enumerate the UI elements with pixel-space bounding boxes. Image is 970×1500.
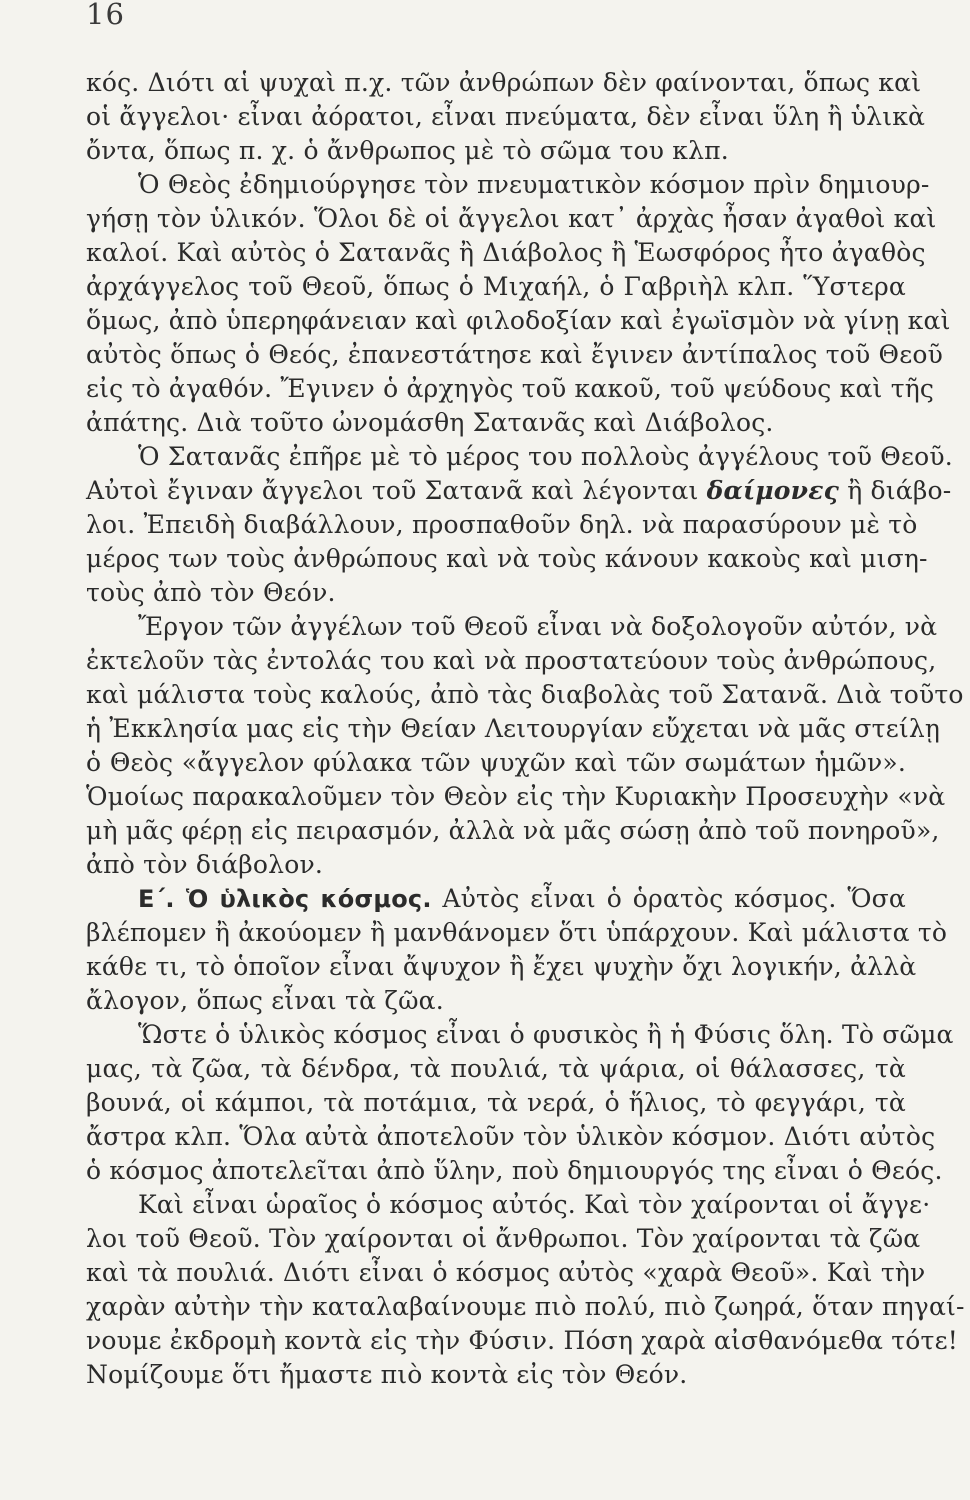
- text-segment: Αὐτὸς εἶναι ὁ ὁρατὸς κόσμος. Ὅσα: [442, 884, 906, 913]
- section-heading: Ε΄. Ὁ ὑλικὸς κόσμος.: [138, 885, 432, 913]
- text-line: αὐτὸς ὅπως ὁ Θεός, ἐπανεστάτησε καὶ ἔγινεν ἀντίπαλος τοῦ Θεοῦ: [86, 340, 944, 369]
- text-line: χαρὰν αὐτὴν τὴν καταλαβαίνουμε πιὸ πολύ, πιὸ ζωηρά, ὅταν πηγαί-: [86, 1292, 965, 1321]
- text-line: ἄλογον, ὅπως εἶναι τὰ ζῶα.: [86, 986, 444, 1015]
- text-line: Ὥστε ὁ ὑλικὸς κόσμος εἶναι ὁ φυσικὸς ἢ ἡ Φύσις ὅλη. Τὸ σῶμα: [138, 1020, 954, 1049]
- text-line: Ἔργον τῶν ἀγγέλων τοῦ Θεοῦ εἶναι νὰ δοξολογοῦν αὐτόν, νὰ: [138, 612, 938, 641]
- text-line: ὁ κόσμος ἀποτελεῖται ἀπὸ ὕλην, ποὺ δημιουργός της εἶναι ὁ Θεός.: [86, 1156, 943, 1185]
- emphasized-term: δαίμονες: [706, 476, 840, 505]
- text-line: Ὁ Θεὸς ἐδημιούργησε τὸν πνευματικὸν κόσμον πρὶν δημιουρ-: [138, 170, 930, 199]
- text-line: ἄστρα κλπ. Ὅλα αὐτὰ ἀποτελοῦν τὸν ὑλικὸν κόσμον. Διότι αὐτὸς: [86, 1122, 936, 1151]
- text-line: εἰς τὸ ἀγαθόν. Ἔγινεν ὁ ἀρχηγὸς τοῦ κακοῦ, τοῦ ψεύδους καὶ τῆς: [86, 374, 935, 403]
- page-number: 16: [86, 0, 125, 31]
- text-line: Ὁμοίως παρακαλοῦμεν τὸν Θεὸν εἰς τὴν Κυριακὴν Προσευχὴν «νὰ: [86, 782, 946, 811]
- text-line: νουμε ἐκδρομὴ κοντὰ εἰς τὴν Φύσιν. Πόση χαρὰ αἰσθανόμεθα τότε!: [86, 1326, 958, 1355]
- text-segment: Αὐτοὶ ἔγιναν ἄγγελοι τοῦ Σατανᾶ καὶ λέγονται: [86, 476, 699, 505]
- text-line: καλοί. Καὶ αὐτὸς ὁ Σατανᾶς ἢ Διάβολος ἢ Ἑωσφόρος ἦτο ἀγαθὸς: [86, 238, 926, 267]
- text-line: βουνά, οἱ κάμποι, τὰ ποτάμια, τὰ νερά, ὁ ἥλιος, τὸ φεγγάρι, τὰ: [86, 1088, 906, 1117]
- section-heading-line: [86, 882, 906, 916]
- text-line: τοὺς ἀπὸ τὸν Θεόν.: [86, 578, 336, 607]
- text-line: ὁ Θεὸς «ἄγγελον φύλακα τῶν ψυχῶν καὶ τῶν σωμάτων ἡμῶν».: [86, 748, 906, 777]
- text-line: ὅμως, ἀπὸ ὑπερηφάνειαν καὶ φιλοδοξίαν καὶ ἐγωϊσμὸν νὰ γίνῃ καὶ: [86, 306, 951, 335]
- text-line: ἐκτελοῦν τὰς ἐντολάς του καὶ νὰ προστατεύουν τοὺς ἀνθρώπους,: [86, 646, 937, 675]
- text-line: οἱ ἄγγελοι· εἶναι ἀόρατοι, εἶναι πνεύματα, δὲν εἶναι ὕλη ἢ ὑλικὰ: [86, 102, 926, 131]
- text-line: καὶ μάλιστα τοὺς καλούς, ἀπὸ τὰς διαβολὰς τοῦ Σατανᾶ. Διὰ τοῦτο: [86, 680, 964, 709]
- text-line: κός. Διότι αἱ ψυχαὶ π.χ. τῶν ἀνθρώπων δὲν φαίνονται, ὅπως καὶ: [86, 68, 922, 97]
- text-line: βλέπομεν ἢ ἀκούομεν ἢ μανθάνομεν ὅτι ὑπάρχουν. Καὶ μάλιστα τὸ: [86, 918, 948, 947]
- text-line: μας, τὰ ζῶα, τὰ δένδρα, τὰ πουλιά, τὰ ψάρια, οἱ θάλασσες, τὰ: [86, 1054, 906, 1083]
- text-line: ἀπάτης. Διὰ τοῦτο ὠνομάσθη Σατανᾶς καὶ Διάβολος.: [86, 408, 774, 437]
- text-line: Καὶ εἶναι ὡραῖος ὁ κόσμος αὐτός. Καὶ τὸν χαίρονται οἱ ἄγγε·: [138, 1190, 931, 1219]
- text-line: μὴ μᾶς φέρῃ εἰς πειρασμόν, ἀλλὰ νὰ μᾶς σώσῃ ἀπὸ τοῦ πονηροῦ»,: [86, 816, 940, 845]
- text-line: μέρος των τοὺς ἀνθρώπους καὶ νὰ τοὺς κάνουν κακοὺς καὶ μιση-: [86, 544, 928, 573]
- text-line: Ὁ Σατανᾶς ἐπῆρε μὲ τὸ μέρος του πολλοὺς ἀγγέλους τοῦ Θεοῦ.: [138, 442, 953, 471]
- text-line: λοι. Ἐπειδὴ διαβάλλουν, προσπαθοῦν δηλ. νὰ παρασύρουν μὲ τὸ: [86, 510, 918, 539]
- text-line-with-emphasis: [86, 474, 952, 508]
- text-line: λοι τοῦ Θεοῦ. Τὸν χαίρονται οἱ ἄνθρωποι. Τὸν χαίρονται τὰ ζῶα: [86, 1224, 921, 1253]
- text-line: ἡ Ἐκκλησία μας εἰς τὴν Θείαν Λειτουργίαν εὔχεται νὰ μᾶς στείλῃ: [86, 714, 941, 743]
- text-segment: ἢ διάβο-: [847, 476, 952, 505]
- body-text: [86, 66, 965, 1392]
- text-line: ἀπὸ τὸν διάβολον.: [86, 850, 324, 879]
- text-line: ἀρχάγγελος τοῦ Θεοῦ, ὅπως ὁ Μιχαήλ, ὁ Γαβριὴλ κλπ. Ὕστερα: [86, 272, 906, 301]
- text-line: ὄντα, ὅπως π. χ. ὁ ἄνθρωπος μὲ τὸ σῶμα του κλπ.: [86, 136, 729, 165]
- text-line: κάθε τι, τὸ ὁποῖον εἶναι ἄψυχον ἢ ἔχει ψυχὴν ὄχι λογικήν, ἀλλὰ: [86, 952, 917, 981]
- text-line: καὶ τὰ πουλιά. Διότι εἶναι ὁ κόσμος αὐτὸς «χαρὰ Θεοῦ». Καὶ τὴν: [86, 1258, 926, 1287]
- text-line: Νομίζουμε ὅτι ἤμαστε πιὸ κοντὰ εἰς τὸν Θεόν.: [86, 1360, 688, 1389]
- text-line: γήσῃ τὸν ὑλικόν. Ὅλοι δὲ οἱ ἄγγελοι κατ᾿ ἀρχὰς ἦσαν ἀγαθοὶ καὶ: [86, 204, 937, 233]
